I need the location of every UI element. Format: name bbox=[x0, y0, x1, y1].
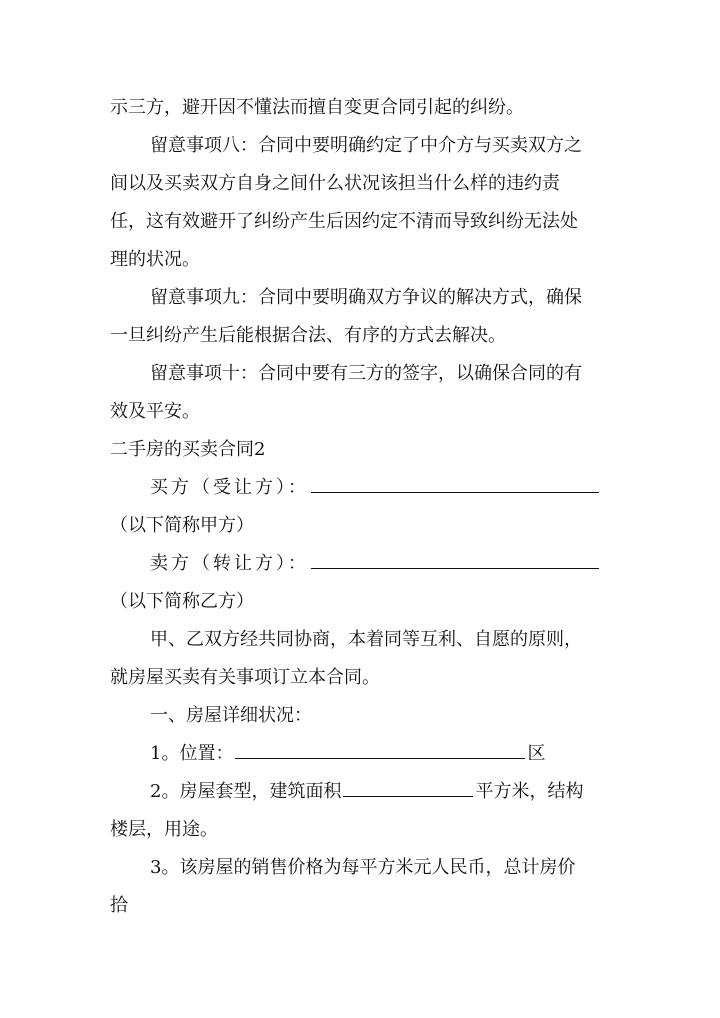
location-blank bbox=[235, 744, 525, 759]
text-line-9: 效及平安。 bbox=[110, 401, 200, 422]
area-suffix: 平方米，结构 bbox=[475, 781, 584, 802]
text-line-4: 任，这有效避开了纠纷产生后因约定不清而导致纠纷无法处 bbox=[110, 211, 578, 232]
seller-blank bbox=[311, 554, 599, 569]
text-line-7: 一旦纠纷产生后能根据合法、有序的方式去解决。 bbox=[110, 325, 506, 346]
text-line-6: 留意事项九：合同中要明确双方争议的解决方式，确保 bbox=[150, 287, 582, 308]
buyer-label: 买方（受让方）： bbox=[150, 477, 309, 498]
area-label: 2。房屋套型，建筑面积 bbox=[150, 781, 342, 802]
text-line-1: 示三方，避开因不懂法而擅自变更合同引起的纠纷。 bbox=[110, 97, 524, 118]
clause-title: 一、房屋详细状况： bbox=[150, 705, 312, 726]
buyer-blank bbox=[311, 478, 599, 493]
text-line-5: 理的状况。 bbox=[110, 249, 200, 270]
location-label: 1。位置： bbox=[150, 743, 234, 764]
text-line-3: 间以及买卖双方自身之间什么状况该担当什么样的违约责 bbox=[110, 173, 560, 194]
section-title: 二手房的买卖合同2 bbox=[110, 439, 266, 460]
seller-line bbox=[110, 545, 612, 583]
text-line-2: 留意事项八：合同中要明确约定了中介方与买卖双方之 bbox=[150, 135, 582, 156]
text-line-16: 就房屋买卖有关事项订立本合同。 bbox=[110, 667, 380, 688]
text-line-21: 3。该房屋的销售价格为每平方米元人民币，总计房价 bbox=[150, 857, 576, 878]
area-line bbox=[110, 773, 612, 811]
text-line-15: 甲、乙双方经共同协商，本着同等互利、自愿的原则， bbox=[150, 629, 582, 650]
seller-label: 卖方（转让方）： bbox=[150, 553, 309, 574]
buyer-note: （以下简称甲方） bbox=[110, 515, 254, 536]
text-line-20: 楼层，用途。 bbox=[110, 819, 218, 840]
text-line-22: 拾 bbox=[110, 895, 128, 916]
location-suffix: 区 bbox=[527, 743, 546, 764]
location-line bbox=[110, 735, 612, 773]
seller-note: （以下简称乙方） bbox=[110, 591, 254, 612]
text-line-8: 留意事项十：合同中要有三方的签字，以确保合同的有 bbox=[150, 363, 582, 384]
buyer-line bbox=[110, 469, 612, 507]
area-blank bbox=[343, 782, 473, 797]
